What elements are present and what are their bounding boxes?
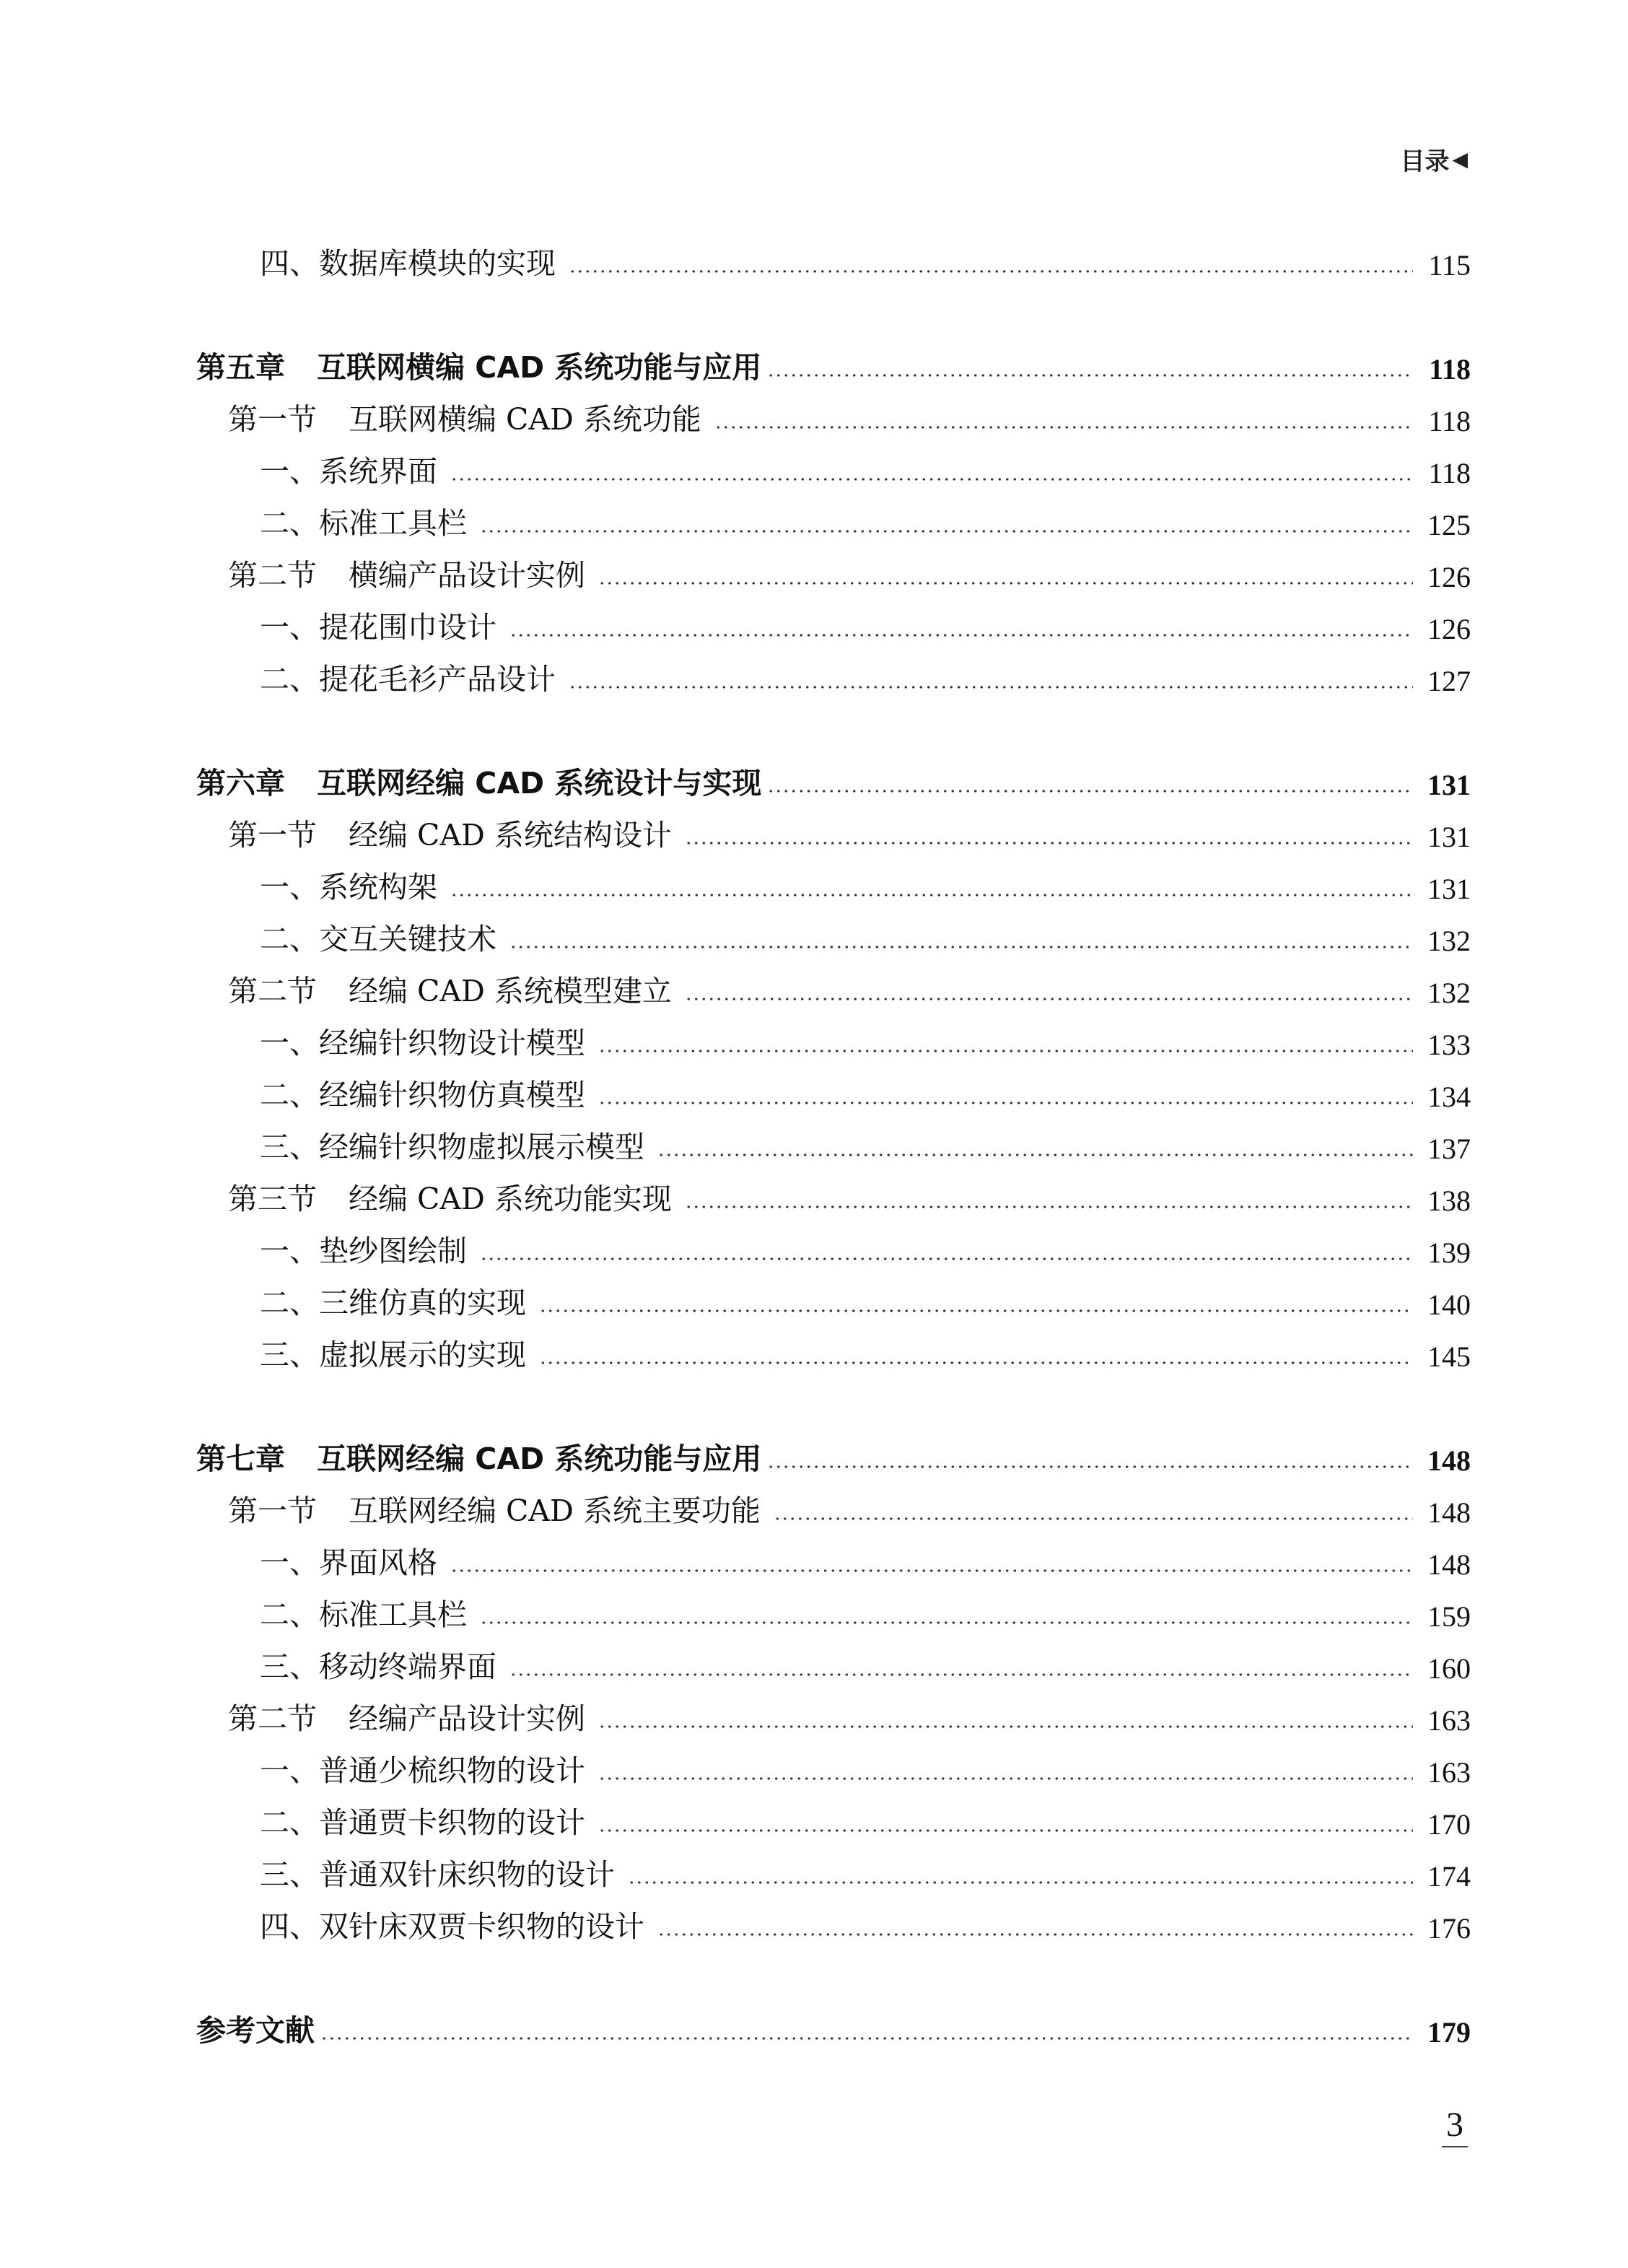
- page-number: 3: [1442, 2105, 1468, 2147]
- toc-entry-title: 互联网横编 CAD 系统功能: [349, 402, 701, 437]
- toc-entry-page-number: 115: [1428, 249, 1471, 282]
- toc-entry-number: 三、: [260, 1338, 319, 1372]
- toc-entry-page-number: 159: [1427, 1600, 1471, 1633]
- dot-leader: [598, 1049, 1413, 1053]
- toc-entry-title: 双针床双贾卡织物的设计: [319, 1909, 644, 1944]
- toc-entry-title: 横编产品设计实例: [349, 558, 585, 593]
- dot-leader: [714, 425, 1413, 429]
- dot-leader: [569, 269, 1413, 274]
- dot-leader: [685, 841, 1413, 845]
- toc-subsection-entry[interactable]: [196, 1125, 1471, 1166]
- dot-leader: [450, 1569, 1413, 1573]
- toc-entry-number: 第三节: [228, 1182, 317, 1216]
- toc-entry-page-number: 127: [1427, 665, 1471, 697]
- toc-entry-title: 普通贾卡织物的设计: [319, 1805, 585, 1840]
- dot-leader: [628, 1880, 1413, 1885]
- toc-entry-page-number: 160: [1427, 1652, 1471, 1685]
- dot-leader: [685, 997, 1413, 1001]
- toc-entry-page-number: 176: [1427, 1912, 1471, 1945]
- toc-entry-title: 互联网经编 CAD 系统设计与实现: [317, 766, 762, 801]
- toc-chapter-entry[interactable]: [196, 2009, 1471, 2049]
- toc-entry-title: 三维仿真的实现: [319, 1286, 526, 1320]
- toc-subsection-entry[interactable]: [196, 242, 1471, 282]
- toc-entry-page-number: 137: [1427, 1133, 1471, 1165]
- toc-subsection-entry[interactable]: [196, 502, 1471, 542]
- dot-leader: [598, 1828, 1413, 1833]
- dot-leader: [774, 1517, 1413, 1521]
- toc-entry-number: 第一节: [228, 402, 317, 437]
- toc-subsection-entry[interactable]: [196, 1853, 1471, 1893]
- toc-entry-page-number: 131: [1427, 821, 1471, 853]
- toc-entry-number: 二、: [260, 506, 319, 541]
- dot-leader: [598, 1776, 1413, 1781]
- dot-leader: [569, 685, 1413, 689]
- dot-leader: [767, 1465, 1413, 1469]
- toc-subsection-entry[interactable]: [196, 658, 1471, 698]
- toc-entry-page-number: 163: [1427, 1756, 1471, 1789]
- dot-leader: [509, 1672, 1413, 1677]
- toc-subsection-entry[interactable]: [196, 1801, 1471, 1841]
- toc-section-entry[interactable]: [196, 1697, 1471, 1737]
- toc-subsection-entry[interactable]: [196, 1281, 1471, 1322]
- toc-entry-number: 二、: [260, 1805, 319, 1840]
- dot-leader: [450, 477, 1413, 481]
- toc-entry-page-number: 138: [1427, 1185, 1471, 1217]
- toc-entry-title: 系统界面: [319, 454, 437, 489]
- toc-subsection-entry[interactable]: [196, 1541, 1471, 1582]
- toc-entry-number: 一、: [260, 870, 319, 904]
- toc-entry-number: 第五章: [196, 350, 285, 385]
- dot-leader: [509, 633, 1413, 637]
- toc-entry-page-number: 145: [1427, 1340, 1471, 1373]
- dot-leader: [450, 893, 1413, 897]
- toc-section-entry[interactable]: [196, 1489, 1471, 1530]
- toc-subsection-entry[interactable]: [196, 1073, 1471, 1114]
- toc-entry-page-number: 132: [1427, 925, 1471, 957]
- running-header: [1400, 141, 1468, 177]
- toc-entry-title: 移动终端界面: [319, 1649, 496, 1684]
- toc-entry-page-number: 174: [1427, 1860, 1471, 1893]
- header-label: 目录: [1400, 147, 1450, 176]
- toc-entry-number: 二、: [260, 1078, 319, 1112]
- toc-entry-page-number: 126: [1427, 561, 1471, 593]
- toc-entry-page-number: 179: [1427, 2016, 1471, 2049]
- toc-section-entry[interactable]: [196, 814, 1471, 854]
- toc-entry-title: 普通双针床织物的设计: [319, 1857, 615, 1892]
- toc-entry-page-number: 134: [1427, 1081, 1471, 1113]
- triangle-left-icon: ◀: [1452, 147, 1468, 171]
- toc-entry-title: 数据库模块的实现: [319, 246, 556, 281]
- toc-entry-page-number: 118: [1428, 405, 1471, 437]
- toc-entry-title: 提花围巾设计: [319, 610, 496, 645]
- toc-entry-title: 互联网经编 CAD 系统主要功能: [349, 1493, 761, 1528]
- dot-leader: [598, 1101, 1413, 1105]
- toc-entry-page-number: 118: [1428, 457, 1471, 489]
- toc-subsection-entry[interactable]: [196, 1333, 1471, 1374]
- toc-subsection-entry[interactable]: [196, 1593, 1471, 1634]
- toc-entry-number: 第二节: [228, 558, 317, 593]
- dot-leader: [320, 2036, 1413, 2041]
- toc-entry-page-number: 139: [1427, 1237, 1471, 1269]
- toc-entry-number: 一、: [260, 1234, 319, 1268]
- toc-section-entry[interactable]: [196, 1177, 1471, 1218]
- toc-entry-number: 四、: [260, 246, 319, 281]
- toc-entry-title: 经编 CAD 系统结构设计: [349, 818, 672, 852]
- dot-leader: [598, 581, 1413, 585]
- toc-entry-title: 虚拟展示的实现: [319, 1338, 526, 1372]
- toc-subsection-entry[interactable]: [196, 1905, 1471, 1945]
- toc-entry-title: 经编针织物虚拟展示模型: [319, 1130, 644, 1164]
- toc-entry-title: 参考文献: [196, 2013, 315, 2048]
- toc-entry-page-number: 140: [1427, 1288, 1471, 1321]
- toc-entry-title: 界面风格: [319, 1545, 437, 1580]
- dot-leader: [685, 1205, 1413, 1209]
- toc-subsection-entry[interactable]: [196, 1645, 1471, 1685]
- toc-entry-number: 第一节: [228, 1493, 317, 1528]
- toc-entry-title: 经编针织物仿真模型: [319, 1078, 585, 1112]
- dot-leader: [657, 1932, 1413, 1937]
- dot-leader: [767, 789, 1413, 793]
- toc-entry-number: 四、: [260, 1909, 319, 1944]
- toc-entry-title: 经编 CAD 系统模型建立: [349, 974, 672, 1008]
- toc-entry-title: 垫纱图绘制: [319, 1234, 467, 1268]
- toc-entry-page-number: 125: [1427, 509, 1471, 541]
- dot-leader: [480, 529, 1413, 533]
- dot-leader: [539, 1361, 1413, 1365]
- toc-entry-title: 交互关键技术: [319, 922, 496, 956]
- toc-chapter-entry[interactable]: [196, 762, 1471, 802]
- toc-entry-page-number: 118: [1429, 353, 1471, 385]
- dot-leader: [767, 373, 1413, 378]
- toc-entry-title: 普通少梳织物的设计: [319, 1753, 585, 1788]
- dot-leader: [657, 1153, 1413, 1157]
- toc-subsection-entry[interactable]: [196, 917, 1471, 958]
- toc-entry-page-number: 133: [1427, 1029, 1471, 1061]
- toc-entry-title: 标准工具栏: [319, 506, 467, 541]
- toc-entry-page-number: 131: [1427, 873, 1471, 905]
- toc-entry-number: 第二节: [228, 974, 317, 1008]
- toc-entry-number: 三、: [260, 1857, 319, 1892]
- toc-subsection-entry[interactable]: [196, 1749, 1471, 1789]
- toc-entry-number: 一、: [260, 1026, 319, 1060]
- toc-entry-number: 三、: [260, 1130, 319, 1164]
- toc-entry-number: 一、: [260, 1545, 319, 1580]
- toc-entry-title: 互联网横编 CAD 系统功能与应用: [317, 350, 762, 385]
- toc-subsection-entry[interactable]: [196, 1021, 1471, 1062]
- toc-entry-page-number: 132: [1427, 977, 1471, 1009]
- toc-subsection-entry[interactable]: [196, 606, 1471, 646]
- toc-entry-number: 一、: [260, 454, 319, 489]
- toc-entry-number: 二、: [260, 1597, 319, 1632]
- toc-section-entry[interactable]: [196, 554, 1471, 594]
- toc-chapter-entry[interactable]: [196, 1437, 1471, 1478]
- toc-entry-title: 提花毛衫产品设计: [319, 662, 556, 697]
- toc-entry-page-number: 148: [1427, 1444, 1471, 1477]
- toc-section-entry[interactable]: [196, 398, 1471, 438]
- toc-entry-title: 经编产品设计实例: [349, 1701, 585, 1736]
- toc-entry-number: 二、: [260, 662, 319, 697]
- toc-entry-number: 第二节: [228, 1701, 317, 1736]
- toc-entry-page-number: 148: [1427, 1548, 1471, 1581]
- toc-entry-number: 二、: [260, 922, 319, 956]
- toc-entry-page-number: 170: [1427, 1808, 1471, 1841]
- toc-entry-page-number: 126: [1427, 613, 1471, 645]
- dot-leader: [509, 945, 1413, 949]
- dot-leader: [480, 1621, 1413, 1625]
- dot-leader: [539, 1309, 1413, 1313]
- toc-section-entry[interactable]: [196, 969, 1471, 1010]
- dot-leader: [480, 1257, 1413, 1261]
- toc-entry-page-number: 163: [1427, 1704, 1471, 1737]
- toc-entry-number: 一、: [260, 1753, 319, 1788]
- toc-subsection-entry[interactable]: [196, 865, 1471, 906]
- toc-entry-number: 第六章: [196, 766, 285, 801]
- toc-entry-title: 互联网经编 CAD 系统功能与应用: [317, 1442, 762, 1476]
- toc-entry-number: 第一节: [228, 818, 317, 852]
- toc-entry-title: 经编 CAD 系统功能实现: [349, 1182, 672, 1216]
- toc-entry-title: 系统构架: [319, 870, 437, 904]
- toc-entry-title: 标准工具栏: [319, 1597, 467, 1632]
- toc-entry-page-number: 148: [1427, 1496, 1471, 1529]
- toc-entry-number: 一、: [260, 610, 319, 645]
- toc-entry-number: 二、: [260, 1286, 319, 1320]
- toc-entry-number: 第七章: [196, 1442, 285, 1476]
- toc-entry-page-number: 131: [1427, 769, 1471, 801]
- dot-leader: [598, 1724, 1413, 1729]
- toc-subsection-entry[interactable]: [196, 450, 1471, 490]
- toc-entry-title: 经编针织物设计模型: [319, 1026, 585, 1060]
- toc-subsection-entry[interactable]: [196, 1229, 1471, 1270]
- toc-chapter-entry[interactable]: [196, 346, 1471, 386]
- toc-entry-number: 三、: [260, 1649, 319, 1684]
